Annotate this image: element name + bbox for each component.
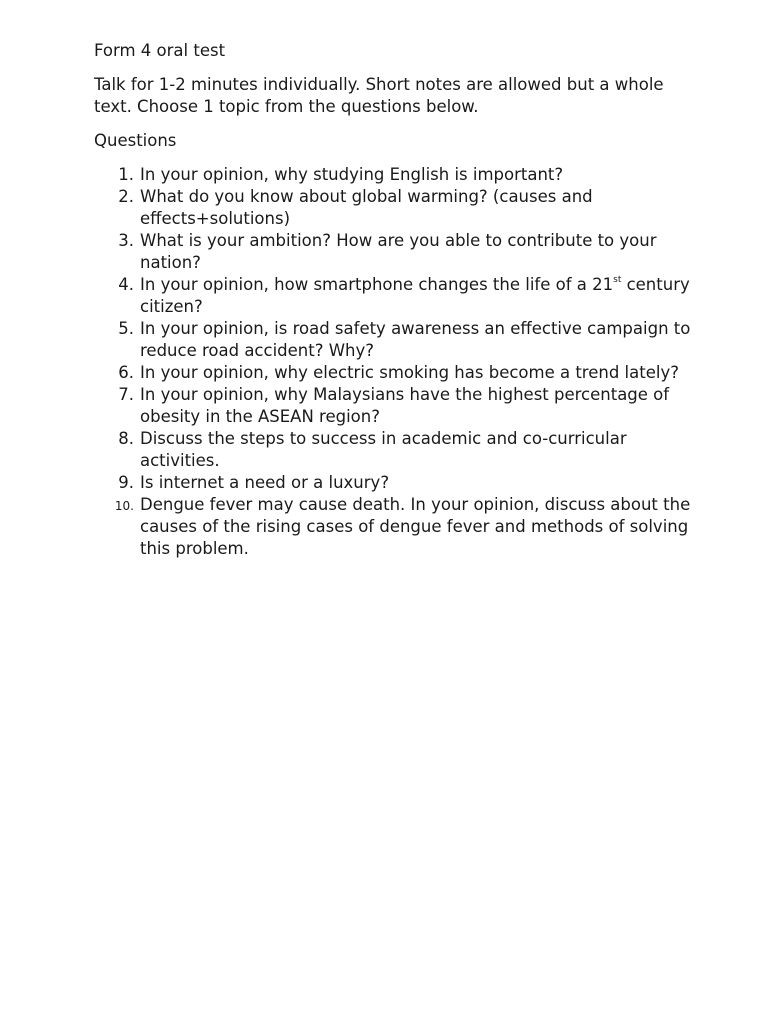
- question-number: 7.: [118, 385, 134, 404]
- question-item-3: [94, 230, 694, 274]
- question-number: 2.: [118, 187, 134, 206]
- questions-heading: Questions: [94, 131, 177, 150]
- question-item-5: [94, 318, 694, 362]
- question-text: In your opinion, why studying English is important?: [140, 165, 564, 184]
- question-text: What is your ambition? How are you able to contribute to your nation?: [140, 231, 657, 272]
- question-item-1: [94, 164, 694, 186]
- question-item-2: [94, 186, 694, 230]
- question-number: 3.: [118, 231, 134, 250]
- document-page: [94, 40, 694, 560]
- question-text: Is internet a need or a luxury?: [140, 473, 390, 492]
- question-number: 6.: [118, 363, 134, 382]
- document-title: Form 4 oral test: [94, 41, 226, 60]
- question-number: 4.: [118, 275, 134, 294]
- question-number: 1.: [118, 165, 134, 184]
- question-number: 5.: [118, 319, 134, 338]
- question-text: Discuss the steps to success in academic and co-curricular activities.: [140, 429, 627, 470]
- question-item-4: [94, 274, 694, 318]
- question-text-after: century citizen?: [140, 275, 690, 316]
- question-text: Dengue fever may cause death. In your opinion, discuss about the causes of the rising cases of dengue fever and methods of solving this problem.: [140, 495, 691, 558]
- question-number: 10.: [114, 499, 134, 513]
- question-item-9: [94, 472, 694, 494]
- question-text: In your opinion, why Malaysians have the highest percentage of obesity in the ASEAN region?: [140, 385, 670, 426]
- question-text: In your opinion, is road safety awareness an effective campaign to reduce road accident? Why?: [140, 319, 691, 360]
- question-text-before: In your opinion, how smartphone changes the life of a 21: [140, 275, 614, 294]
- question-text: In your opinion, why electric smoking has become a trend lately?: [140, 363, 679, 382]
- ordinal-superscript: st: [613, 275, 622, 285]
- question-number: 9.: [118, 473, 134, 492]
- question-item-8: [94, 428, 694, 472]
- question-item-10: [94, 494, 694, 560]
- question-text: What do you know about global warming? (causes and effects+solutions): [140, 187, 593, 228]
- questions-list: [94, 164, 694, 560]
- question-item-7: [94, 384, 694, 428]
- question-item-6: [94, 362, 694, 384]
- question-number: 8.: [118, 429, 134, 448]
- instructions-paragraph: Talk for 1-2 minutes individually. Short notes are allowed but a whole text. Choose 1 topic from the questions below.: [94, 75, 664, 116]
